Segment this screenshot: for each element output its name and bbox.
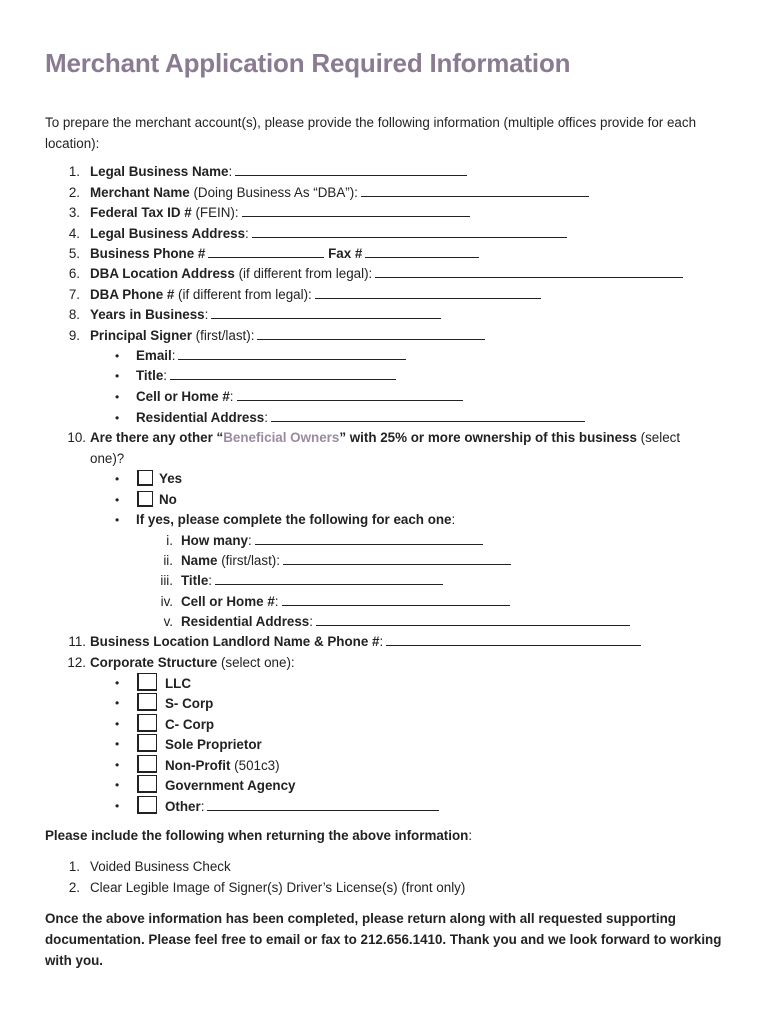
field-note: (first/last): [191, 328, 255, 343]
option-label: Other [165, 799, 201, 814]
field-note: : [309, 614, 313, 629]
fax-label: Fax # [328, 246, 363, 261]
bullet-icon: • [115, 696, 120, 710]
include-heading [45, 826, 472, 846]
owner-name-blank[interactable] [283, 552, 511, 565]
checkbox-icon[interactable] [137, 755, 157, 773]
field-label: Merchant Name [90, 185, 190, 200]
dba-phone-blank[interactable] [315, 286, 541, 299]
option-label: Yes [159, 471, 183, 486]
option-sole-proprietor[interactable] [137, 734, 262, 754]
owners-how-many-blank[interactable] [255, 532, 483, 545]
checkbox-icon[interactable] [137, 673, 157, 691]
field-label: Principal Signer [90, 328, 192, 343]
field-note: (Doing Business As “DBA”): [189, 185, 358, 200]
include-heading-colon: : [468, 828, 473, 843]
item-number: 10. [67, 430, 86, 445]
field-label: Title [181, 573, 209, 588]
field-business-phone [90, 244, 479, 264]
signer-email-blank[interactable] [178, 347, 406, 360]
business-phone-blank[interactable] [208, 245, 324, 258]
option-other[interactable] [137, 796, 439, 816]
include-heading-label: Please include the following when returning the above information [45, 828, 469, 843]
item-number: 8. [68, 307, 80, 322]
option-llc[interactable] [137, 673, 191, 693]
checkbox-icon[interactable] [137, 714, 157, 732]
field-legal-business-address [90, 224, 567, 244]
field-note: : [171, 348, 176, 363]
field-note: (select [636, 430, 681, 445]
field-signer-residential-address [136, 408, 585, 428]
option-non-profit[interactable] [137, 755, 280, 775]
field-label: Legal Business Name [90, 164, 229, 179]
item-number: 5. [68, 246, 80, 261]
landlord-blank[interactable] [386, 633, 641, 646]
option-s-corp[interactable] [137, 693, 213, 713]
field-note: : [247, 533, 252, 548]
field-label: Name [181, 553, 218, 568]
page-title: Merchant Application Required Information [45, 48, 571, 78]
signer-residential-address-blank[interactable] [271, 409, 585, 422]
item-number: 2. [68, 880, 80, 895]
field-label: Legal Business Address [90, 226, 246, 241]
legal-business-address-blank[interactable] [252, 225, 567, 238]
checkbox-icon[interactable] [137, 491, 153, 507]
option-label: Sole Proprietor [165, 737, 262, 752]
bullet-icon: • [115, 717, 120, 731]
owner-title-blank[interactable] [215, 572, 443, 585]
intro-text: To prepare the merchant account(s), please provide the following information (multiple offices provide for each location): [45, 115, 697, 151]
bullet-icon: • [115, 493, 120, 507]
signer-cell-blank[interactable] [237, 388, 463, 401]
item-number: 4. [68, 226, 80, 241]
field-dba-location-address [90, 264, 683, 284]
checkbox-icon[interactable] [137, 796, 157, 814]
field-note: : [204, 307, 209, 322]
principal-signer-blank[interactable] [257, 327, 485, 340]
field-legal-business-name [90, 162, 467, 182]
field-note: : [228, 164, 233, 179]
bullet-icon: • [115, 676, 120, 690]
item-number: 9. [68, 328, 80, 343]
option-note: (501c3) [230, 758, 280, 773]
dba-location-address-blank[interactable] [375, 265, 683, 278]
federal-tax-id-blank[interactable] [242, 204, 470, 217]
instruction-label: If yes, please complete the following for each one [136, 512, 452, 527]
option-label: LLC [165, 676, 192, 691]
field-note: : [274, 594, 279, 609]
years-in-business-blank[interactable] [211, 306, 441, 319]
field-principal-signer [90, 326, 485, 346]
merchant-name-blank[interactable] [361, 184, 589, 197]
option-label: Non-Profit [165, 758, 231, 773]
roman-number: i. [166, 533, 173, 548]
beneficial-owners-term: Beneficial Owners [223, 430, 340, 445]
bullet-icon: • [115, 799, 120, 813]
field-note: : [379, 634, 384, 649]
field-label: Business Phone # [90, 246, 206, 261]
fax-blank[interactable] [365, 245, 479, 258]
item-number: 3. [68, 205, 80, 220]
field-signer-email [136, 346, 406, 366]
checkbox-icon[interactable] [137, 734, 157, 752]
field-note: : [163, 368, 168, 383]
roman-number: ii. [163, 553, 173, 568]
field-note: (if different from legal): [174, 287, 312, 302]
field-label: Federal Tax ID # [90, 205, 192, 220]
checkbox-icon[interactable] [137, 775, 157, 793]
roman-number: v. [163, 614, 173, 629]
field-owner-name [181, 551, 511, 571]
field-note: : [451, 512, 456, 527]
field-signer-title [136, 366, 396, 386]
option-label: C- Corp [165, 717, 215, 732]
option-government-agency[interactable] [137, 775, 295, 795]
field-label: How many [181, 533, 248, 548]
field-note: (first/last): [217, 553, 280, 568]
field-corporate-structure [90, 653, 295, 673]
field-note: : [264, 410, 268, 425]
signer-title-blank[interactable] [170, 367, 396, 380]
field-federal-tax-id [90, 203, 470, 223]
field-label: Business Location Landlord Name & Phone # [90, 634, 380, 649]
field-note: : [245, 226, 249, 241]
option-label: Government Agency [165, 778, 296, 793]
include-item-voided-check: Voided Business Check [90, 859, 231, 874]
field-landlord [90, 632, 641, 652]
field-years-in-business [90, 305, 441, 325]
bullet-icon: • [115, 472, 120, 486]
option-no[interactable] [137, 490, 177, 510]
bullet-icon: • [115, 369, 120, 383]
option-c-corp[interactable] [137, 714, 214, 734]
item-number: 7. [68, 287, 80, 302]
checkbox-icon[interactable] [137, 470, 153, 486]
option-note: : [200, 799, 205, 814]
field-signer-cell [136, 387, 463, 407]
field-label: Corporate Structure [90, 655, 218, 670]
field-owner-title [181, 571, 443, 591]
roman-number: iv. [160, 594, 173, 609]
if-yes-instruction [136, 510, 455, 530]
field-label: Residential Address [181, 614, 310, 629]
field-owners-how-many [181, 531, 483, 551]
item-number: 11. [68, 634, 86, 649]
field-owner-residential-address [181, 612, 630, 632]
field-label: Residential Address [136, 410, 265, 425]
bullet-icon: • [115, 758, 120, 772]
field-label: Years in Business [90, 307, 205, 322]
option-label: No [159, 492, 177, 507]
item-number: 6. [68, 266, 80, 281]
closing-paragraph: Once the above information has been completed, please return along with all requested supporting documentation. Please feel free to email or fax to 212.656.1410. Thank you and we look forward to working with you. [45, 911, 722, 968]
field-note: : [208, 573, 213, 588]
field-label: Cell or Home # [136, 389, 230, 404]
question-text-end: ” with 25% or more ownership of this business [339, 430, 637, 445]
field-note: (FEIN): [191, 205, 239, 220]
field-owner-cell [181, 592, 510, 612]
question-note-continued: one)? [90, 451, 125, 466]
include-item-drivers-license: Clear Legible Image of Signer(s) Driver’s License(s) (front only) [90, 880, 466, 895]
field-label: Cell or Home # [181, 594, 275, 609]
field-label: Email [136, 348, 172, 363]
item-number: 1. [68, 859, 80, 874]
bullet-icon: • [115, 513, 120, 527]
bullet-icon: • [115, 778, 120, 792]
bullet-icon: • [115, 390, 120, 404]
field-label: Title [136, 368, 164, 383]
item-number: 2. [68, 185, 80, 200]
field-label: DBA Phone # [90, 287, 175, 302]
item-number: 1. [68, 164, 80, 179]
field-dba-phone [90, 285, 541, 305]
legal-business-name-blank[interactable] [235, 163, 467, 176]
other-structure-blank[interactable] [207, 798, 439, 811]
field-note: (select one): [217, 655, 295, 670]
question-text-start: Are there any other “ [90, 430, 224, 445]
owner-cell-blank[interactable] [282, 593, 510, 606]
checkbox-icon[interactable] [137, 693, 157, 711]
field-note: (if different from legal): [234, 266, 373, 281]
field-note: : [229, 389, 234, 404]
field-merchant-name [90, 183, 589, 203]
field-label: DBA Location Address [90, 266, 235, 281]
option-label: S- Corp [165, 696, 214, 711]
option-yes[interactable] [137, 469, 182, 489]
item-number: 12. [67, 655, 86, 670]
roman-number: iii. [160, 573, 173, 588]
owner-residential-address-blank[interactable] [316, 613, 630, 626]
question-beneficial-owners [90, 428, 680, 448]
bullet-icon: • [115, 349, 120, 363]
bullet-icon: • [115, 737, 120, 751]
bullet-icon: • [115, 411, 120, 425]
